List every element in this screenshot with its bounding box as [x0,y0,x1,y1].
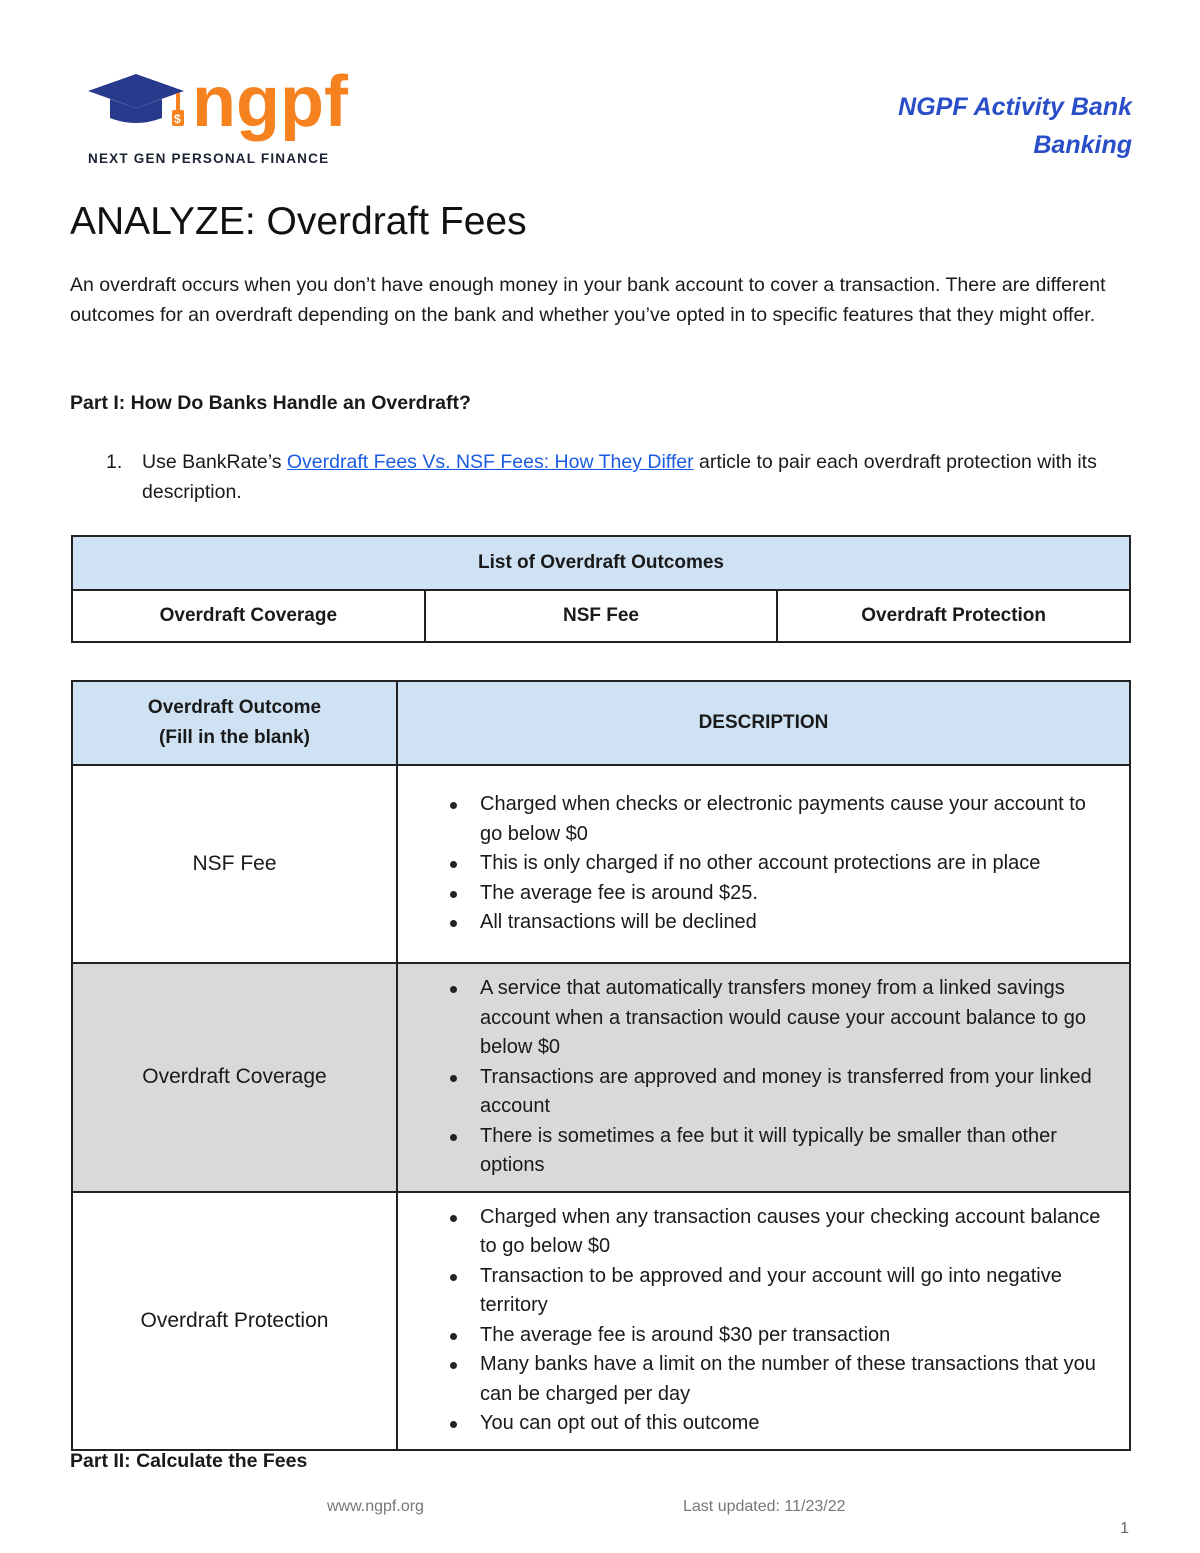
description-bullet: All transactions will be declined [480,908,1109,938]
page-number: 1 [1120,1520,1129,1537]
description-bullet: Charged when any transaction causes your checking account balance to go below $0 [480,1203,1109,1262]
footer-url: www.ngpf.org [327,1498,424,1515]
outcomes-list-table [71,535,1131,643]
question-number: 1. [106,451,123,473]
part2-heading: Part II: Calculate the Fees [70,1450,308,1472]
intro-paragraph: An overdraft occurs when you don’t have enough money in your bank account to cover a transaction. There are different outcomes for an overdraft depending on the bank and whether you’ve opted in to specific features that they might offer. [70,274,1106,326]
description-bullet: A service that automatically transfers money from a linked savings account when a transaction would cause your account balance to go below $0 [480,974,1109,1063]
outcome-description-table [71,680,1131,1451]
outcome-header-line1: Overdraft Outcome [147,697,322,718]
logo-tagline: NEXT GEN PERSONAL FINANCE [88,151,330,166]
description-cell [397,1192,1130,1450]
svg-text:$: $ [174,112,181,126]
description-bullet: This is only charged if no other account protections are in place [480,849,1109,879]
activity-bank-label: NGPF Activity Bank [898,93,1132,121]
description-bullet: The average fee is around $25. [480,879,1109,909]
outcome-column-header [72,681,397,765]
description-bullet: You can opt out of this outcome [480,1409,1109,1439]
outcome-option: Overdraft Coverage [72,590,425,642]
header-right [898,88,1132,164]
description-column-header: DESCRIPTION [397,681,1130,765]
logo-wordmark: ngpf [192,66,348,142]
bankrate-article-link[interactable]: Overdraft Fees Vs. NSF Fees: How They Differ [286,451,694,473]
description-bullet: Many banks have a limit on the number of these transactions that you can be charged per day [480,1350,1109,1409]
outcomes-list-header: List of Overdraft Outcomes [72,536,1130,590]
description-cell [397,963,1130,1192]
outcome-option: Overdraft Protection [777,590,1130,642]
description-bullet: Charged when checks or electronic payments cause your account to go below $0 [480,790,1109,849]
question-text-after: article to pair each overdraft protection with its description. [142,451,1097,503]
description-cell [397,765,1130,963]
description-bullet: Transactions are approved and money is transferred from your linked account [480,1063,1109,1122]
description-bullet: There is sometimes a fee but it will typically be smaller than other options [480,1122,1109,1181]
outcome-answer[interactable]: NSF Fee [72,765,397,963]
outcome-answer[interactable]: Overdraft Protection [72,1192,397,1450]
description-bullet: Transaction to be approved and your account will go into negative territory [480,1262,1109,1321]
outcome-option: NSF Fee [425,590,778,642]
question-text-before: Use BankRate’s [142,451,287,473]
outcome-answer[interactable]: Overdraft Coverage [72,963,397,1192]
outcome-header-line2: (Fill in the blank) [159,727,310,748]
table-row [72,765,1130,963]
question-1 [70,447,1130,507]
footer-last-updated: Last updated: 11/23/22 [683,1498,846,1515]
description-bullet: The average fee is around $30 per transaction [480,1321,1109,1351]
part1-heading: Part I: How Do Banks Handle an Overdraft? [70,392,471,414]
ngpf-logo [88,66,388,172]
table-row [72,1192,1130,1450]
table-row [72,963,1130,1192]
page-title: ANALYZE: Overdraft Fees [70,200,527,243]
category-label: Banking [1033,131,1132,159]
graduation-cap-icon [88,66,388,146]
